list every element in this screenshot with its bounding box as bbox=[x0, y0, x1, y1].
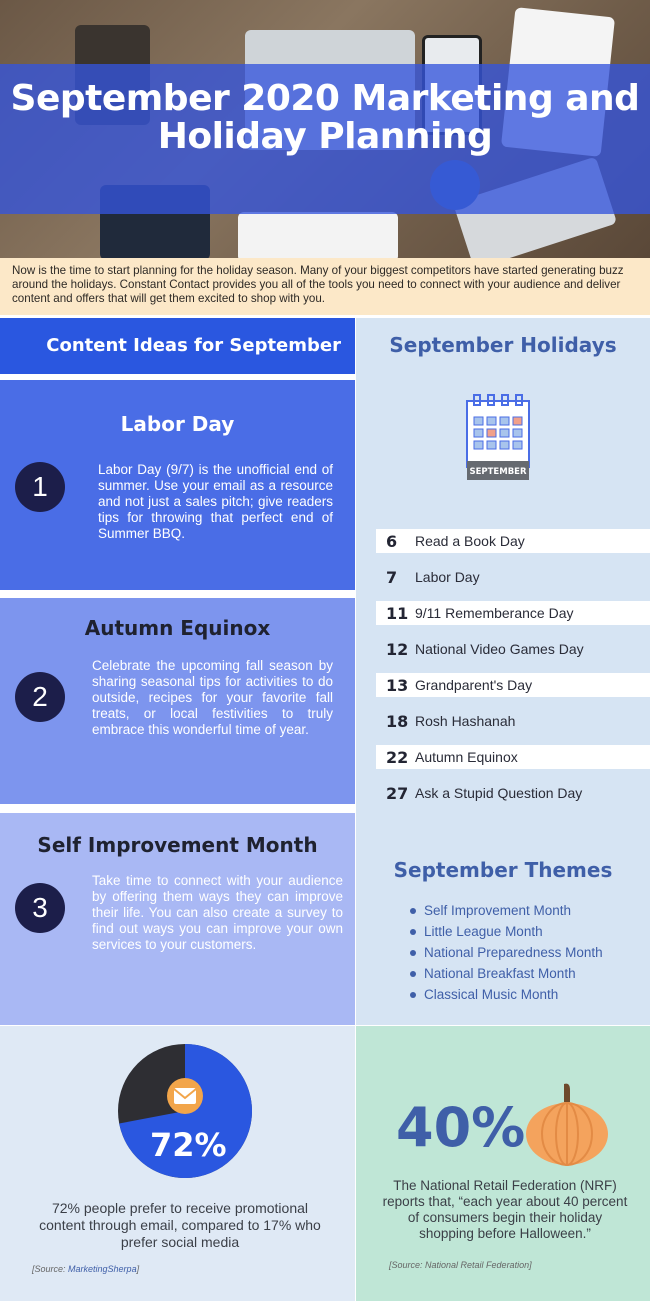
theme-item: National Breakfast Month bbox=[410, 963, 603, 984]
source-prefix: [Source: bbox=[32, 1264, 69, 1274]
holiday-day: 7 bbox=[386, 567, 398, 587]
nrf-stat-panel bbox=[356, 1026, 650, 1301]
holiday-name: 9/11 Rememberance Day bbox=[415, 605, 574, 621]
holiday-name: Autumn Equinox bbox=[415, 749, 518, 765]
idea-body: Labor Day (9/7) is the unofficial end of summer. Use your email as a resource and not just a sales pitch; give readers tips for throwing that perfect end of Summer BBQ. bbox=[98, 462, 333, 541]
holiday-day: 12 bbox=[386, 639, 409, 659]
holiday-name: Ask a Stupid Question Day bbox=[415, 785, 583, 801]
holiday-name: Read a Book Day bbox=[415, 533, 525, 549]
holiday-row bbox=[376, 601, 650, 625]
idea-title: Labor Day bbox=[120, 412, 235, 436]
calendar-icon bbox=[466, 393, 530, 481]
idea-title: Self Improvement Month bbox=[37, 833, 318, 857]
page-title: September 2020 Marketing and Holiday Planning bbox=[10, 78, 640, 157]
email-stat-source bbox=[32, 1264, 139, 1274]
calendar-label: SEPTEMBER bbox=[469, 467, 527, 477]
holidays-panel bbox=[356, 318, 650, 1025]
holiday-day: 18 bbox=[386, 711, 409, 731]
idea-card bbox=[0, 380, 355, 590]
email-stat-value: 72% bbox=[150, 1126, 227, 1164]
idea-body: Celebrate the upcoming fall season by sharing seasonal tips for activities to do outside, recipes for your favorite fall treats, or local festivities to truly embrace this wonderful time of year. bbox=[92, 658, 333, 737]
idea-body: Take time to connect with your audience by offering them ways they can improve their life. You can also create a survey to find out ways you can improve your own services to your customers. bbox=[92, 873, 343, 952]
holiday-day: 13 bbox=[386, 675, 409, 695]
themes-list bbox=[410, 900, 603, 1005]
holiday-row bbox=[376, 673, 650, 697]
nrf-stat-source: [Source: National Retail Federation] bbox=[389, 1260, 532, 1270]
theme-item: Classical Music Month bbox=[410, 984, 603, 1005]
hero-banner bbox=[0, 0, 650, 258]
holiday-name: Grandparent's Day bbox=[415, 677, 533, 693]
holiday-day: 6 bbox=[386, 531, 398, 551]
nrf-stat-value: 40% bbox=[396, 1096, 526, 1159]
idea-number-badge: 1 bbox=[15, 462, 65, 512]
nrf-stat-description: The National Retail Federation (NRF) reports that, “each year about 40 percent of consumers begin their holiday shopping before Halloween.” bbox=[382, 1178, 628, 1241]
holiday-row bbox=[376, 709, 650, 733]
holiday-row bbox=[376, 745, 650, 769]
idea-title: Autumn Equinox bbox=[84, 616, 271, 640]
envelope-icon bbox=[167, 1078, 203, 1114]
pumpkin-icon bbox=[524, 1082, 610, 1166]
idea-card bbox=[0, 598, 355, 804]
source-suffix: ] bbox=[136, 1264, 140, 1274]
holiday-day: 22 bbox=[386, 747, 409, 767]
email-stat-description: 72% people prefer to receive promotional content through email, compared to 17% who prefer social media bbox=[39, 1200, 321, 1250]
holiday-day: 11 bbox=[386, 603, 409, 623]
holidays-heading: September Holidays bbox=[389, 333, 617, 357]
holiday-list bbox=[376, 529, 650, 817]
holiday-name: Labor Day bbox=[415, 569, 480, 585]
theme-item: Self Improvement Month bbox=[410, 900, 603, 921]
idea-card bbox=[0, 813, 355, 1025]
idea-number-badge: 2 bbox=[15, 672, 65, 722]
theme-item: Little League Month bbox=[410, 921, 603, 942]
theme-item: National Preparedness Month bbox=[410, 942, 603, 963]
holiday-name: National Video Games Day bbox=[415, 641, 584, 657]
holiday-day: 27 bbox=[386, 783, 409, 803]
themes-heading: September Themes bbox=[393, 858, 613, 882]
email-stat-panel bbox=[0, 1026, 355, 1301]
holiday-row bbox=[376, 781, 650, 805]
holiday-row bbox=[376, 637, 650, 661]
intro-text: Now is the time to start planning for the holiday season. Many of your biggest competitors have started generating buzz around the holidays. Constant Contact provides you all of the tools you need to connect with your audience and deliver content and offers that will get them excited to shop with you. bbox=[0, 258, 650, 315]
chart-paper-image bbox=[238, 212, 398, 258]
source-name: MarketingSherpa bbox=[68, 1264, 137, 1274]
holiday-row bbox=[376, 529, 650, 553]
holiday-name: Rosh Hashanah bbox=[415, 713, 516, 729]
content-ideas-heading: Content Ideas for September bbox=[0, 318, 355, 374]
idea-number-badge: 3 bbox=[15, 883, 65, 933]
holiday-row bbox=[376, 565, 650, 589]
